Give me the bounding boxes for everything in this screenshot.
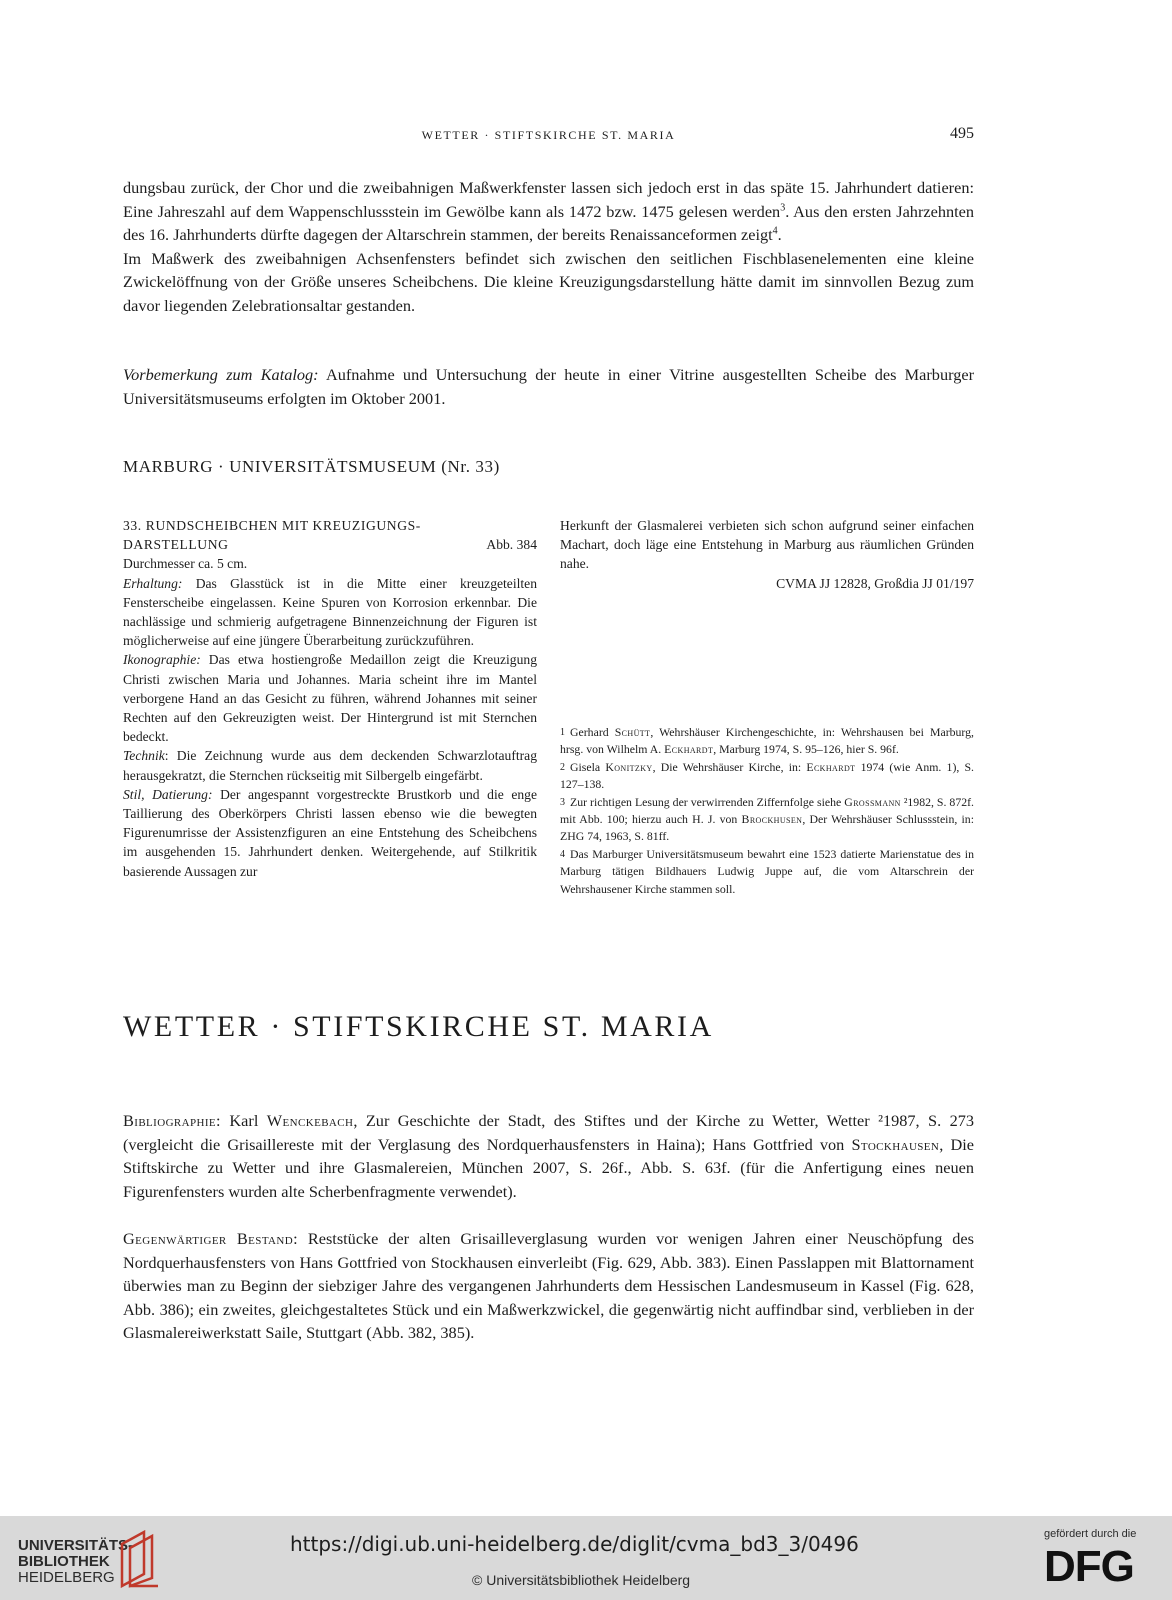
footnote-author: Eckhardt [806, 759, 856, 774]
intro-paragraph-1 [123, 176, 974, 247]
running-head: WETTER · STIFTSKIRCHE ST. MARIA [421, 128, 676, 142]
catalog-entry-right-column [560, 516, 974, 593]
footnote-author: Brockhusen [741, 812, 803, 827]
logo-line-1: UNIVERSITÄTS- [18, 1537, 134, 1554]
footer-bar [0, 1516, 1172, 1600]
footnotes [560, 724, 974, 898]
dfg-funding-label: gefördert durch die [1044, 1528, 1137, 1540]
entry-title-row [123, 535, 537, 554]
copyright-text: © Universitätsbibliothek Heidelberg [472, 1572, 691, 1588]
footnote-ref-3: 3 [780, 202, 786, 214]
entry-durchmesser: Durchmesser ca. 5 cm. [123, 556, 248, 572]
technik-label: Technik [123, 748, 165, 764]
footnote-number: 4 [560, 848, 565, 860]
vorbemerkung-paragraph [123, 363, 974, 410]
logo-line-2: BIBLIOTHEK [18, 1553, 110, 1570]
ikonographie-label: Ikonographie: [123, 652, 201, 668]
library-mark-icon [118, 1530, 162, 1588]
footnote-3 [560, 794, 974, 846]
footnote-2 [560, 759, 974, 794]
document-url-link[interactable]: https://digi.ub.uni-heidelberg.de/diglit/cvma_bd3_3/0496 [290, 1532, 859, 1556]
university-library-logo[interactable] [18, 1538, 133, 1586]
footnote-text: ²1982, S. 872f. mit Abb. 100; hierzu auch H. J. von [560, 794, 975, 827]
entry-erhaltung [123, 574, 537, 651]
intro-section [123, 176, 974, 317]
footnote-text: Gisela [570, 759, 606, 774]
dfg-logo[interactable]: DFG [1044, 1542, 1134, 1591]
intro-text-b: . Aus den ersten Jahrzehnten des 16. Jahrhunderts dürfte dagegen der Altarschrein stammen, der bereits Renaissanceformen zeigt [123, 201, 974, 244]
stil-text: Der angespannt vorgestreckte Brustkorb und die enge Taillierung des Oberkörpers Christi lassen ebenso wie die bewegten Figurenumrisse der Assistenzfiguren an eine Entstehung des Scheibchens im ausgehenden 15. Jahrhundert denken. Weitergehende, auf Stilkritik basierende Aussagen zur [123, 786, 537, 879]
vorbemerkung-text: Aufnahme und Untersuchung der heute in einer Vitrine ausgestellten Scheibe des Marburger Universitätsmuseums erfolgten im Oktober 2001. [123, 365, 975, 408]
bestand-paragraph [123, 1227, 974, 1345]
footnote-text: Zur richtigen Lesung der verwirrenden Ziffernfolge siehe [570, 794, 845, 809]
bestand-label: Gegenwärtiger Bestand: [123, 1229, 299, 1248]
footnote-text: , Der Wehrshäuser Schlussstein, in: ZHG 74, 1963, S. 81ff. [560, 812, 974, 844]
entry-figure-ref: Abb. 384 [486, 537, 537, 553]
ikonographie-text: Das etwa hostiengroße Medaillon zeigt die Kreuzigung Christi zwischen Maria und Johannes. Maria scheint ihre im Mantel verborgene Hand an das Gesicht zu führen, während Johannes mit seiner Rechten auf den Gekreuzigten weist. Der Hintergrund ist mit Sternchen bedeckt. [123, 652, 537, 745]
intro-text-c: . [777, 225, 782, 244]
bestand-text: Reststücke der alten Grisailleverglasung wurden vor wenigen Jahren einer Neuschöpfung des Nordquerhausfensters von Hans Gottfried von Stockhausen einverleibt (Fig. 629, Abb. 383). Einen Passlappen mit Blattornament überwies man zu Beginn der siebziger Jahre des vergangenen Jahrhunderts dem Hessischen Landesmuseum in Kassel (Fig. 628, Abb. 386); ein zweites, gleichgestaltetes Stück und ein Maßwerkzwickel, die gegenwärtig nicht auffindbar sind, verblieben in der Glasmalereiwerkstatt Saile, Stuttgart (Abb. 382, 385). [123, 1229, 974, 1342]
main-title: WETTER · STIFTSKIRCHE ST. MARIA [123, 1010, 714, 1043]
footnote-number: 1 [560, 727, 565, 738]
footnote-author: Eckhardt [664, 742, 714, 757]
footnote-text: Gerhard [570, 725, 615, 739]
footnote-number: 3 [560, 796, 565, 808]
entry-title-line-1: 33. RUNDSCHEIBCHEN MIT KREUZIGUNGS- [123, 518, 421, 533]
logo-line-3: HEIDELBERG [18, 1569, 115, 1586]
page-number: 495 [950, 125, 974, 142]
footnote-number: 2 [560, 761, 565, 773]
entry-cvma-reference: CVMA JJ 12828, Großdia JJ 01/197 [776, 575, 974, 591]
intro-paragraph-2: Im Maßwerk des zweibahnigen Achsenfensters befindet sich zwischen den seitlichen Fischblasenelementen eine kleine Zwickelöffnung von der Größe unseres Scheibchens. Die kleine Kreuzigungsdarstellung hätte damit im sinnvollen Bezug zum davor liegenden Zelebrationsaltar gestanden. [123, 248, 974, 315]
erhaltung-text: Das Glasstück ist in die Mitte einer kreuzgeteilten Fensterscheibe eingelassen. Keine Spuren von Korrosion erkennbar. Die nachlässige und schmierig aufgetragene Binnenzeichnung der Figuren ist möglicherweise auf eine jüngere Überarbeitung zurückzuführen. [123, 575, 537, 649]
catalog-entry-left-column [123, 516, 537, 881]
technik-text: : Die Zeichnung wurde aus dem deckenden Schwarzlotauftrag herausgekratzt, die Sternchen rückseitig mit Silbergelb eingefärbt. [123, 748, 537, 783]
vorbemerkung-label: Vorbemerkung zum Katalog: [123, 365, 319, 384]
entry-technik [123, 746, 537, 784]
footnote-text: 1974 (wie Anm. 1), S. 127–138. [560, 759, 974, 792]
bibliographie-text: Karl [220, 1111, 267, 1130]
footnote-text: , Die Wehrshäuser Kirche, in: [652, 759, 807, 774]
footnote-author: Grossmann [844, 794, 901, 809]
footnote-text: Das Marburger Universitätsmuseum bewahrt eine 1523 datierte Marienstatue des in Marburg tätigen Bildhauers Ludwig Juppe auf, die vom Altarschrein der Wehrshausener Kirche stammen soll. [560, 846, 974, 896]
section-heading: MARBURG · UNIVERSITÄTSMUSEUM (Nr. 33) [123, 457, 500, 476]
footnote-author: Konitzky [605, 759, 653, 774]
entry-continuation: Herkunft der Glasmalerei verbieten sich schon aufgrund seiner einfachen Machart, doch läge eine Entstehung in Marburg aus räumlichen Gründen nahe. [560, 518, 974, 572]
footnote-text: , Wehrshäuser Kirchengeschichte, in: Wehrshausen bei Marburg, hrsg. von Wilhelm A. [560, 725, 974, 757]
bibliographie-label: Bibliographie: [123, 1111, 221, 1130]
entry-stil [123, 785, 537, 881]
entry-ikonographie [123, 650, 537, 746]
bibliographie-text: , Zur Geschichte der Stadt, des Stiftes und der Kirche zu Wetter, Wetter ²1987, S. 273 (vergleicht die Grisaillereste mit der Verglasung des Nordquerhausfensters in Haina); Hans Gottfried von [123, 1111, 974, 1154]
footnote-author: Schütt [614, 725, 651, 739]
entry-title-line-2: DARSTELLUNG [123, 537, 229, 553]
footnote-1 [560, 724, 974, 759]
footnote-4 [560, 846, 974, 898]
stil-label: Stil, Datierung: [123, 786, 213, 802]
bibliographie-text: , Die Stiftskirche zu Wetter und ihre Glasmalereien, München 2007, S. 26f., Abb. S. 63f. (für die Anfertigung eines neuen Figurenfensters wurden alte Scherbenfragmente verwendet). [123, 1134, 974, 1201]
footnote-ref-4: 4 [772, 225, 778, 237]
intro-text-a: dungsbau zurück, der Chor und die zweibahnigen Maßwerkfenster lassen sich jedoch erst in das späte 15. Jahrhundert datieren: Eine Jahreszahl auf dem Wappenschlussstein im Gewölbe kann als 1472 bzw. 1475 gelesen werden [123, 178, 974, 221]
bibliographie-author: Wenckebach [266, 1111, 354, 1130]
bibliographie-paragraph [123, 1109, 974, 1203]
bibliographie-author: Stockhausen [851, 1134, 940, 1154]
erhaltung-label: Erhaltung: [123, 575, 183, 591]
footnote-text: , Marburg 1974, S. 95–126, hier S. 96f. [713, 742, 899, 757]
